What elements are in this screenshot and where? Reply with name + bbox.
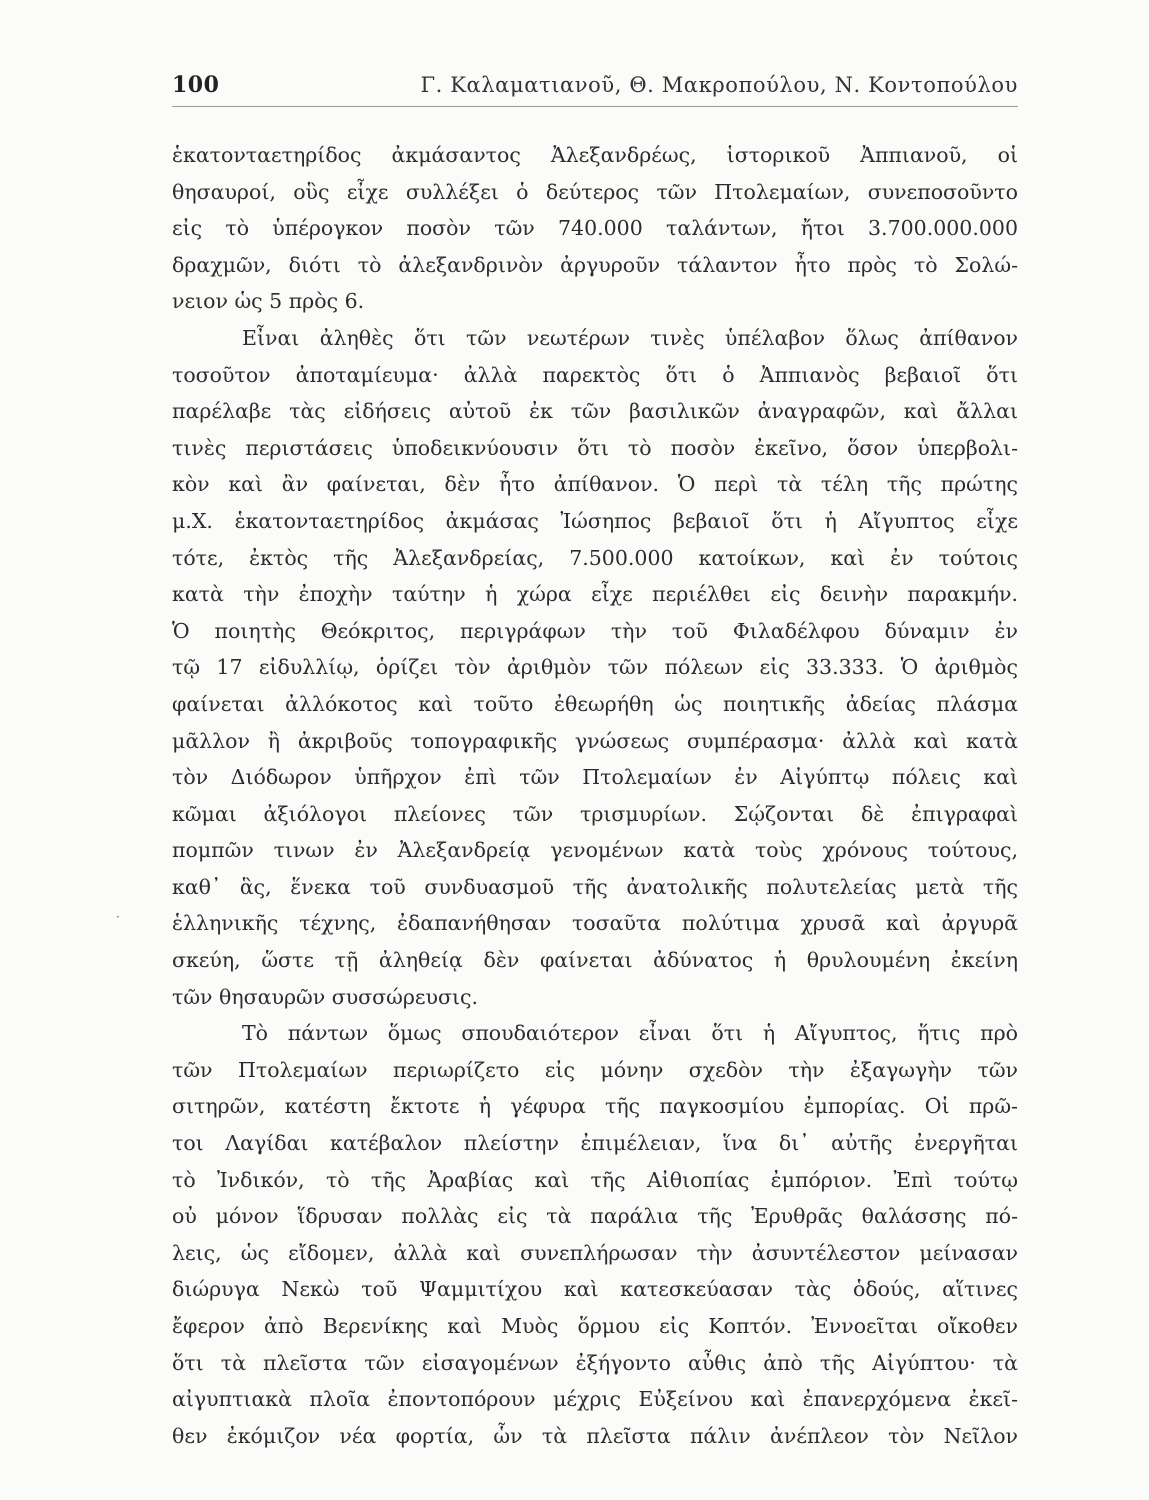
page-header [172, 72, 1018, 107]
text-line: τὸν Διόδωρον ὑπῆρχον ἐπὶ τῶν Πτολεμαίων ἐν Αἰγύπτῳ πόλεις καὶ [172, 765, 1018, 790]
text-line: τινὲς περιστάσεις ὑποδεικνύουσιν ὅτι τὸ ποσὸν ἐκεῖνο, ὅσον ὑπερβολι- [172, 435, 1018, 460]
text-line: διώρυγα Νεκὼ τοῦ Ψαμμιτίχου καὶ κατεσκεύασαν τὰς ὁδούς, αἵτινες [172, 1277, 1018, 1302]
text-line: θησαυροί, οὓς εἶχε συλλέξει ὁ δεύτερος τῶν Πτολεμαίων, συνεποσοῦντο [172, 179, 1018, 204]
text-line: μ.Χ. ἑκατονταετηρίδος ἀκμάσας Ἰώσηπος βεβαιοῖ ὅτι ἡ Αἴγυπτος εἶχε [172, 508, 1018, 533]
text-line: τότε, ἐκτὸς τῆς Ἀλεξανδρείας, 7.500.000 κατοίκων, καὶ ἐν τούτοις [172, 545, 1018, 570]
text-line: τοι Λαγίδαι κατέβαλον πλείστην ἐπιμέλειαν, ἵνα δι᾽ αὐτῆς ἐνεργῆται [172, 1131, 1018, 1156]
text-line: τοσοῦτον ἀποταμίευμα· ἀλλὰ παρεκτὸς ὅτι ὁ Ἀππιανὸς βεβαιοῖ ὅτι [172, 362, 1018, 387]
text-line: νειον ὡς 5 πρὸς 6. [172, 289, 365, 314]
page-number: 100 [172, 72, 220, 98]
text-line: τὸ Ἰνδικόν, τὸ τῆς Ἀραβίας καὶ τῆς Αἰθιοπίας ἐμπόριον. Ἐπὶ τούτῳ [172, 1167, 1018, 1192]
text-line: κῶμαι ἀξιόλογοι πλείονες τῶν τρισμυρίων. Σῴζονται δὲ ἐπιγραφαὶ [172, 801, 1018, 826]
text-line: σκεύη, ὥστε τῇ ἀληθείᾳ δὲν φαίνεται ἀδύνατος ἡ θρυλουμένη ἐκείνη [172, 948, 1018, 973]
text-line: καθ᾽ ἃς, ἕνεκα τοῦ συνδυασμοῦ τῆς ἀνατολικῆς πολυτελείας μετὰ τῆς [172, 874, 1018, 899]
text-line: κὸν καὶ ἂν φαίνεται, δὲν ἦτο ἀπίθανον. Ὁ περὶ τὰ τέλη τῆς πρώτης [172, 472, 1018, 497]
running-head: Γ. Καλαματιανοῦ, Θ. Μακροπούλου, Ν. Κοντοπούλου [420, 73, 1018, 97]
text-line: θεν ἐκόμιζον νέα φορτία, ὧν τὰ πλεῖστα πάλιν ἀνέπλεον τὸν Νεῖλον [172, 1423, 1018, 1448]
text-line: εἰς τὸ ὑπέρογκον ποσὸν τῶν 740.000 ταλάντων, ἤτοι 3.700.000.000 [172, 216, 1018, 241]
text-line: ὅτι τὰ πλεῖστα τῶν εἰσαγομένων ἐξήγοντο αὖθις ἀπὸ τῆς Αἰγύπτου· τὰ [172, 1350, 1018, 1375]
paragraph-start-line: Εἶναι ἀληθὲς ὅτι τῶν νεωτέρων τινὲς ὑπέλαβον ὅλως ἀπίθανον [242, 325, 1018, 350]
text-line: παρέλαβε τὰς εἰδήσεις αὐτοῦ ἐκ τῶν βασιλικῶν ἀναγραφῶν, καὶ ἄλλαι [172, 399, 1018, 424]
text-line: τῶν Πτολεμαίων περιωρίζετο εἰς μόνην σχεδὸν τὴν ἐξαγωγὴν τῶν [172, 1057, 1018, 1082]
text-line: σιτηρῶν, κατέστη ἔκτοτε ἡ γέφυρα τῆς παγκοσμίου ἐμπορίας. Οἱ πρῶ- [172, 1094, 1018, 1119]
body-text [172, 137, 1018, 1454]
text-line: ἑλληνικῆς τέχνης, ἐδαπανήθησαν τοσαῦτα πολύτιμα χρυσᾶ καὶ ἀργυρᾶ [172, 911, 1018, 936]
text-line: φαίνεται ἀλλόκοτος καὶ τοῦτο ἐθεωρήθη ὡς ποιητικῆς ἀδείας πλάσμα [172, 691, 1018, 716]
text-line: ἑκατονταετηρίδος ἀκμάσαντος Ἀλεξανδρέως, ἱστορικοῦ Ἀππιανοῦ, οἱ [172, 143, 1018, 167]
text-line: Ὁ ποιητὴς Θεόκριτος, περιγράφων τὴν τοῦ Φιλαδέλφου δύναμιν ἐν [172, 618, 1018, 643]
text-line: δραχμῶν, διότι τὸ ἀλεξανδρινὸν ἀργυροῦν τάλαντον ἦτο πρὸς τὸ Σολώ- [172, 252, 1018, 277]
paragraph-start-line: Τὸ πάντων ὅμως σπουδαιότερον εἶναι ὅτι ἡ Αἴγυπτος, ἥτις πρὸ [242, 1021, 1018, 1046]
text-line: οὐ μόνον ἵδρυσαν πολλὰς εἰς τὰ παράλια τῆς Ἐρυθρᾶς θαλάσσης πό- [172, 1204, 1018, 1229]
text-line: τῶν θησαυρῶν συσσώρευσις. [172, 984, 479, 1009]
text-line: τῷ 17 εἰδυλλίῳ, ὁρίζει τὸν ἀριθμὸν τῶν πόλεων εἰς 33.333. Ὁ ἀριθμὸς [172, 655, 1018, 680]
text-line: πομπῶν τινων ἐν Ἀλεξανδρείᾳ γενομένων κατὰ τοὺς χρόνους τούτους, [172, 838, 1018, 863]
text-line: λεις, ὡς εἴδομεν, ἀλλὰ καὶ συνεπλήρωσαν τὴν ἀσυντέλεστον μείνασαν [172, 1240, 1018, 1265]
text-line: αἰγυπτιακὰ πλοῖα ἐποντοπόρουν μέχρις Εὐξείνου καὶ ἐπανερχόμενα ἐκεῖ- [172, 1387, 1018, 1412]
margin-mark: · [116, 910, 120, 924]
text-line: ἔφερον ἀπὸ Βερενίκης καὶ Μυὸς ὅρμου εἰς Κοπτόν. Ἐννοεῖται οἴκοθεν [172, 1314, 1018, 1338]
text-line: κατὰ τὴν ἐποχὴν ταύτην ἡ χώρα εἶχε περιέλθει εἰς δεινὴν παρακμήν. [172, 582, 1018, 607]
text-line: μᾶλλον ἢ ἀκριβοῦς τοπογραφικῆς γνώσεως συμπέρασμα· ἀλλὰ καὶ κατὰ [172, 728, 1018, 753]
